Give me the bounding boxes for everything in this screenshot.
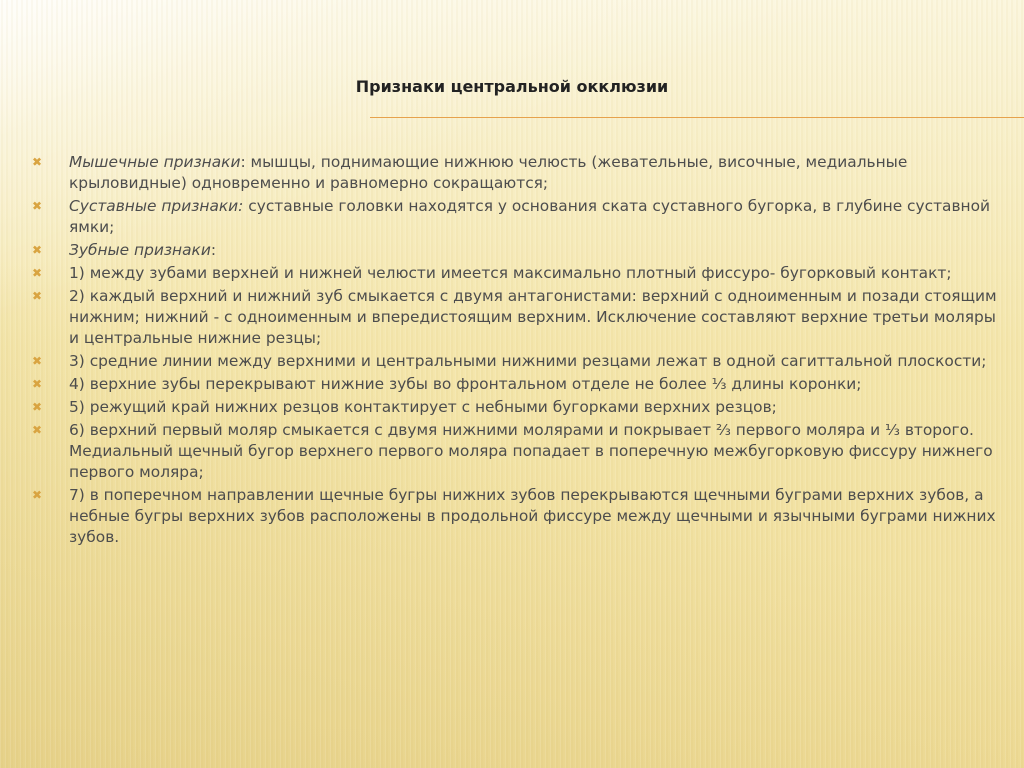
- item-text: 3) средние линии между верхними и центральными нижними резцами лежат в одной сагиттальной плоскости;: [69, 352, 987, 370]
- cross-bullet-icon: ✖: [31, 199, 43, 213]
- cross-bullet-icon: ✖: [31, 155, 43, 169]
- item-lead: Мышечные признаки: [69, 153, 241, 171]
- cross-bullet-icon: ✖: [31, 423, 43, 437]
- cross-bullet-icon: ✖: [31, 377, 43, 391]
- cross-bullet-icon: ✖: [31, 266, 43, 280]
- item-lead: Зубные признаки: [69, 241, 211, 259]
- bullet-list: [30, 152, 1005, 550]
- item-text: 5) режущий край нижних резцов контактирует с небными бугорками верхних резцов;: [69, 398, 777, 416]
- list-item: [30, 152, 1005, 194]
- slide-title: Признаки центральной окклюзии: [355, 77, 669, 96]
- cross-bullet-icon: ✖: [31, 289, 43, 303]
- cross-bullet-icon: ✖: [31, 488, 43, 502]
- item-lead: Суставные признаки:: [69, 197, 244, 215]
- item-text: 6) верхний первый моляр смыкается с двумя нижними молярами и покрывает ⅔ первого моляра и ⅓ второго. Медиальный щечный бугор верхнего первого моляра попадает в поперечную межбугорковую фиссуру нижнего первого моляра;: [69, 421, 993, 481]
- list-item: [30, 485, 1005, 548]
- list-item: [30, 196, 1005, 238]
- item-text: 4) верхние зубы перекрывают нижние зубы во фронтальном отделе не более ⅓ длины коронки;: [69, 375, 862, 393]
- item-text: 1) между зубами верхней и нижней челюсти имеется максимально плотный фиссуро- бугорковый контакт;: [69, 264, 952, 282]
- item-text: суставные головки находятся у основания ската суставного бугорка, в глубине суставной ямки;: [69, 197, 991, 236]
- item-text: 2) каждый верхний и нижний зуб смыкается с двумя антагонистами: верхний с одноименным и позади стоящим нижним; нижний - с одноименным и впередистоящим верхним. Исключение составляют верхние третьи моляры и центральные нижние резцы;: [69, 287, 997, 347]
- item-text: :: [210, 241, 217, 259]
- cross-bullet-icon: ✖: [31, 354, 43, 368]
- list-item: [30, 240, 1005, 261]
- list-item: [30, 351, 1005, 372]
- title-divider: [370, 117, 1024, 118]
- item-text: 7) в поперечном направлении щечные бугры нижних зубов перекрываются щечными буграми верхних зубов, а небные бугры верхних зубов расположены в продольной фиссуре между щечными и язычными буграми нижних зубов.: [69, 486, 996, 546]
- list-item: [30, 374, 1005, 395]
- cross-bullet-icon: ✖: [31, 243, 43, 257]
- list-item: [30, 286, 1005, 349]
- cross-bullet-icon: ✖: [31, 400, 43, 414]
- list-item: [30, 263, 1005, 284]
- item-text: : мышцы, поднимающие нижнюю челюсть (жевательные, височные, медиальные крыловидные) одновременно и равномерно сокращаются;: [69, 153, 908, 192]
- list-item: [30, 420, 1005, 483]
- list-item: [30, 397, 1005, 418]
